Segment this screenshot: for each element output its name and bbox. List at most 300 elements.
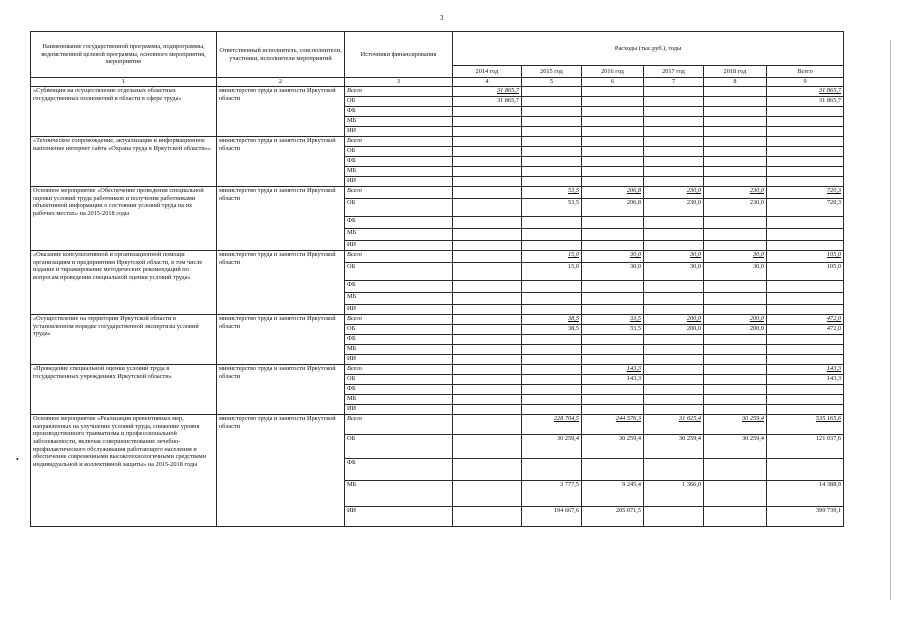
value-cell	[704, 251, 767, 263]
value-cell	[582, 293, 644, 305]
column-number: 9	[767, 78, 844, 87]
value-cell	[522, 435, 582, 459]
value-cell	[582, 117, 644, 127]
value-cell	[453, 315, 522, 325]
value-cell	[767, 293, 844, 305]
value-cell	[644, 435, 704, 459]
table-row	[31, 251, 844, 263]
value-cell	[644, 177, 704, 187]
source-label: МБ	[345, 293, 453, 305]
header-year: 2018 год	[704, 66, 767, 78]
value-text: 15,0	[567, 251, 579, 258]
value-cell	[644, 325, 704, 335]
source-label: ОБ	[345, 375, 453, 385]
value-cell	[582, 481, 644, 507]
value-cell	[644, 459, 704, 481]
source-label: Всего	[345, 251, 453, 263]
value-cell	[522, 97, 582, 107]
value-cell	[582, 375, 644, 385]
value-cell	[767, 395, 844, 405]
column-number: 2	[217, 78, 345, 87]
value-text: 535 165,6	[815, 415, 842, 422]
value-cell	[767, 229, 844, 241]
value-text: 200,0	[749, 315, 764, 322]
value-text: 230,0	[686, 187, 701, 194]
value-cell	[767, 127, 844, 137]
value-cell	[453, 127, 522, 137]
value-cell	[644, 199, 704, 217]
value-text: 30,0	[752, 263, 764, 270]
value-text: 31 625,4	[678, 415, 701, 422]
value-cell	[522, 365, 582, 375]
value-cell	[767, 315, 844, 325]
source-label: МБ	[345, 345, 453, 355]
value-cell	[522, 459, 582, 481]
value-cell	[582, 241, 644, 251]
value-text: 228 704,5	[553, 415, 579, 422]
source-label: Всего	[345, 87, 453, 97]
value-cell	[582, 305, 644, 315]
source-label: Всего	[345, 187, 453, 199]
value-text: 143,3	[626, 375, 641, 382]
value-cell	[582, 147, 644, 157]
value-cell	[704, 325, 767, 335]
value-cell	[767, 199, 844, 217]
value-cell	[767, 405, 844, 415]
source-label: ИИ	[345, 177, 453, 187]
measure-executor: министерство труда и занятости Иркутской области	[217, 315, 345, 365]
value-cell	[522, 375, 582, 385]
value-text: 30,0	[629, 263, 641, 270]
value-cell	[582, 385, 644, 395]
value-cell	[522, 127, 582, 137]
value-cell	[453, 241, 522, 251]
value-text: 31 865,7	[819, 97, 842, 104]
value-cell	[522, 199, 582, 217]
value-cell	[453, 167, 522, 177]
header-name: Наименование государственной программы, подпрограммы, ведомственной целевой программы, основного мероприятия, мероприятия	[31, 32, 217, 78]
value-cell	[522, 415, 582, 435]
source-label: ИИ	[345, 355, 453, 365]
header-year: 2017 год	[644, 66, 704, 78]
value-text: 53,5	[567, 199, 579, 206]
value-cell	[453, 263, 522, 281]
value-cell	[522, 345, 582, 355]
value-cell	[582, 199, 644, 217]
value-cell	[582, 263, 644, 281]
value-text: 31 865,7	[819, 87, 842, 94]
value-cell	[644, 187, 704, 199]
value-cell	[704, 481, 767, 507]
value-cell	[767, 305, 844, 315]
header-source: Источники финансирования	[345, 32, 453, 78]
value-cell	[522, 395, 582, 405]
measure-executor: министерство труда и занятости Иркутской области	[217, 415, 345, 527]
value-text: 30,0	[629, 251, 641, 258]
value-cell	[704, 217, 767, 229]
value-cell	[644, 229, 704, 241]
value-cell	[704, 87, 767, 97]
value-text: 30,0	[689, 251, 701, 258]
value-cell	[704, 107, 767, 117]
value-text: 105,0	[826, 263, 842, 270]
value-text: 194 667,6	[553, 507, 579, 514]
value-cell	[644, 293, 704, 305]
value-cell	[453, 459, 522, 481]
value-text: 105,0	[826, 251, 842, 258]
value-cell	[767, 117, 844, 127]
value-cell	[644, 395, 704, 405]
value-cell	[522, 385, 582, 395]
value-cell	[644, 415, 704, 435]
value-cell	[644, 97, 704, 107]
value-cell	[644, 385, 704, 395]
value-cell	[704, 281, 767, 293]
value-cell	[453, 229, 522, 241]
value-cell	[644, 117, 704, 127]
value-text: 9 245,4	[622, 481, 641, 488]
value-cell	[522, 281, 582, 293]
value-cell	[522, 315, 582, 325]
source-label: ИИ	[345, 305, 453, 315]
value-text: 143,3	[826, 365, 842, 372]
measure-name: «Техническое сопровождение, актуализация и информационное наполнение интернет сайта «Охрана труда в Иркутской области»»	[31, 137, 217, 187]
table-row	[31, 415, 844, 435]
value-cell	[582, 435, 644, 459]
source-label: ОБ	[345, 147, 453, 157]
value-cell	[453, 365, 522, 375]
value-cell	[704, 229, 767, 241]
value-cell	[582, 507, 644, 527]
value-cell	[704, 415, 767, 435]
value-cell	[644, 335, 704, 345]
column-number: 6	[582, 78, 644, 87]
value-text: 200,0	[686, 315, 701, 322]
value-cell	[704, 385, 767, 395]
value-cell	[767, 187, 844, 199]
value-cell	[644, 217, 704, 229]
value-cell	[704, 305, 767, 315]
source-label: ФБ	[345, 107, 453, 117]
column-number: 4	[453, 78, 522, 87]
value-text: 200,0	[749, 325, 764, 332]
value-cell	[644, 251, 704, 263]
value-cell	[453, 177, 522, 187]
value-cell	[582, 405, 644, 415]
measure-name: Основное мероприятие «Реализация превентивных мер, направленных на улучшение условий труда, снижение уровня производственного травматизма и профессиональной заболеваемости, включая совершенствование лечебно-профилактического обслуживания работающего населения и обеспечение современными высокотехнологичными средствами индивидуальной и коллективной защиты» на 2015-2018 годы	[31, 415, 217, 527]
table-row	[31, 137, 844, 147]
value-cell	[453, 507, 522, 527]
value-cell	[704, 157, 767, 167]
table-row	[31, 187, 844, 199]
value-cell	[767, 335, 844, 345]
value-cell	[767, 481, 844, 507]
header-year: 2014 год	[453, 66, 522, 78]
value-cell	[522, 147, 582, 157]
source-label: ОБ	[345, 435, 453, 459]
value-cell	[453, 157, 522, 167]
value-cell	[644, 263, 704, 281]
value-cell	[522, 241, 582, 251]
value-cell	[582, 217, 644, 229]
value-cell	[582, 355, 644, 365]
value-cell	[453, 137, 522, 147]
value-cell	[453, 435, 522, 459]
value-cell	[704, 199, 767, 217]
value-cell	[644, 107, 704, 117]
value-cell	[453, 97, 522, 107]
value-cell	[644, 375, 704, 385]
value-cell	[453, 345, 522, 355]
value-cell	[582, 315, 644, 325]
value-cell	[704, 405, 767, 415]
value-cell	[582, 87, 644, 97]
value-cell	[522, 325, 582, 335]
source-label: МБ	[345, 395, 453, 405]
value-cell	[704, 137, 767, 147]
value-text: 205 071,5	[615, 507, 641, 514]
value-text: 31 865,7	[496, 97, 519, 104]
value-cell	[582, 325, 644, 335]
value-cell	[767, 325, 844, 335]
value-cell	[704, 435, 767, 459]
value-cell	[644, 345, 704, 355]
value-cell	[704, 177, 767, 187]
value-cell	[453, 355, 522, 365]
value-cell	[453, 217, 522, 229]
value-text: 33,5	[629, 315, 641, 322]
value-cell	[522, 251, 582, 263]
margin-dot: •	[16, 455, 19, 464]
source-label: ИИ	[345, 127, 453, 137]
value-cell	[582, 459, 644, 481]
value-text: 399 739,1	[815, 507, 842, 514]
value-cell	[522, 137, 582, 147]
source-label: ОБ	[345, 97, 453, 107]
table-row	[31, 315, 844, 325]
value-cell	[704, 241, 767, 251]
value-cell	[582, 415, 644, 435]
value-cell	[582, 229, 644, 241]
scan-edge	[890, 40, 891, 600]
value-cell	[582, 345, 644, 355]
value-cell	[644, 167, 704, 177]
value-cell	[453, 107, 522, 117]
value-cell	[582, 137, 644, 147]
value-cell	[644, 87, 704, 97]
value-cell	[767, 87, 844, 97]
value-cell	[582, 107, 644, 117]
value-cell	[453, 199, 522, 217]
value-cell	[582, 127, 644, 137]
value-cell	[582, 281, 644, 293]
value-cell	[767, 435, 844, 459]
value-cell	[704, 459, 767, 481]
value-text: 30,0	[689, 263, 701, 270]
source-label: Всего	[345, 315, 453, 325]
source-label: МБ	[345, 117, 453, 127]
value-cell	[582, 251, 644, 263]
column-number: 7	[644, 78, 704, 87]
value-cell	[704, 365, 767, 375]
value-cell	[453, 375, 522, 385]
value-cell	[522, 117, 582, 127]
header-executor: Ответственный исполнитель, соисполнители, участники, исполнители мероприятий	[217, 32, 345, 78]
value-cell	[644, 305, 704, 315]
value-cell	[582, 365, 644, 375]
value-cell	[582, 187, 644, 199]
value-cell	[582, 167, 644, 177]
table-row	[31, 365, 844, 375]
value-cell	[453, 87, 522, 97]
value-cell	[453, 385, 522, 395]
value-text: 143,3	[826, 375, 842, 382]
value-cell	[522, 177, 582, 187]
value-cell	[704, 345, 767, 355]
value-cell	[644, 281, 704, 293]
value-cell	[644, 507, 704, 527]
value-cell	[522, 405, 582, 415]
value-text: 31 865,7	[496, 87, 519, 94]
value-cell	[704, 167, 767, 177]
value-cell	[767, 157, 844, 167]
value-cell	[704, 97, 767, 107]
value-cell	[704, 375, 767, 385]
value-cell	[644, 157, 704, 167]
value-cell	[522, 507, 582, 527]
value-cell	[704, 355, 767, 365]
source-label: ОБ	[345, 325, 453, 335]
value-cell	[767, 345, 844, 355]
source-label: Всего	[345, 365, 453, 375]
value-cell	[582, 177, 644, 187]
value-cell	[453, 117, 522, 127]
value-cell	[767, 107, 844, 117]
value-text: 230,0	[686, 199, 701, 206]
value-cell	[453, 481, 522, 507]
source-label: МБ	[345, 229, 453, 241]
value-cell	[522, 305, 582, 315]
value-cell	[704, 147, 767, 157]
value-cell	[582, 395, 644, 405]
value-cell	[767, 365, 844, 375]
measure-name: «Субвенции на осуществление отдельных областных государственных полномочий в области в сфере труда»	[31, 87, 217, 137]
value-cell	[704, 315, 767, 325]
source-label: ФБ	[345, 459, 453, 481]
value-text: 206,8	[626, 199, 641, 206]
value-cell	[767, 217, 844, 229]
source-label: ФБ	[345, 217, 453, 229]
value-cell	[704, 293, 767, 305]
value-cell	[767, 97, 844, 107]
value-cell	[644, 137, 704, 147]
value-cell	[582, 157, 644, 167]
value-cell	[644, 315, 704, 325]
value-cell	[522, 355, 582, 365]
value-text: 472,0	[826, 315, 842, 322]
source-label: Всего	[345, 137, 453, 147]
column-number: 8	[704, 78, 767, 87]
value-cell	[453, 415, 522, 435]
source-label: ОБ	[345, 199, 453, 217]
column-number: 5	[522, 78, 582, 87]
measure-executor: министерство труда и занятости Иркутской области	[217, 87, 345, 137]
value-cell	[522, 157, 582, 167]
measure-executor: министерство труда и занятости Иркутской области	[217, 187, 345, 251]
value-text: 143,3	[626, 365, 641, 372]
source-label: МБ	[345, 481, 453, 507]
value-cell	[704, 263, 767, 281]
table-row	[31, 87, 844, 97]
value-cell	[704, 395, 767, 405]
source-label: ФБ	[345, 281, 453, 293]
value-text: 720,3	[826, 187, 842, 194]
value-cell	[522, 229, 582, 241]
value-cell	[522, 187, 582, 199]
value-cell	[522, 335, 582, 345]
header-total: Всего	[767, 66, 844, 78]
value-cell	[767, 507, 844, 527]
value-cell	[767, 355, 844, 365]
value-cell	[704, 187, 767, 199]
value-cell	[522, 293, 582, 305]
source-label: ИИ	[345, 241, 453, 251]
expenses-table	[30, 31, 844, 527]
value-text: 38,5	[567, 325, 579, 332]
value-cell	[704, 335, 767, 345]
value-text: 230,0	[749, 187, 764, 194]
source-label: ИИ	[345, 405, 453, 415]
value-cell	[704, 117, 767, 127]
value-text: 206,8	[626, 187, 641, 194]
value-cell	[453, 293, 522, 305]
value-cell	[704, 127, 767, 137]
measure-executor: министерство труда и занятости Иркутской области	[217, 251, 345, 315]
measure-name: «Осуществление на территории Иркутской области в установленном порядке государственной экспертизы условий труда»	[31, 315, 217, 365]
value-cell	[453, 281, 522, 293]
value-cell	[767, 459, 844, 481]
value-text: 53,5	[567, 187, 579, 194]
value-cell	[582, 97, 644, 107]
value-cell	[453, 147, 522, 157]
value-cell	[522, 167, 582, 177]
value-cell	[453, 395, 522, 405]
source-label: МБ	[345, 167, 453, 177]
value-text: 472,0	[826, 325, 842, 332]
value-cell	[644, 127, 704, 137]
value-cell	[767, 251, 844, 263]
value-text: 30 259,4	[678, 435, 701, 442]
column-number: 1	[31, 78, 217, 87]
measure-executor: министерство труда и занятости Иркутской области	[217, 365, 345, 415]
value-cell	[644, 405, 704, 415]
value-cell	[453, 305, 522, 315]
value-cell	[767, 177, 844, 187]
measure-name: «Проведение специальной оценки условий труда в государственных учреждениях Иркутской области»	[31, 365, 217, 415]
value-text: 15,0	[567, 263, 579, 270]
value-text: 244 576,3	[615, 415, 641, 422]
value-cell	[522, 263, 582, 281]
value-text: 30 259,4	[556, 435, 579, 442]
measure-executor: министерство труда и занятости Иркутской области	[217, 137, 345, 187]
value-cell	[582, 335, 644, 345]
value-cell	[767, 385, 844, 395]
page-number: 3	[440, 14, 444, 22]
header-expenses: Расходы (тыс.руб.), годы	[453, 32, 844, 66]
value-cell	[644, 355, 704, 365]
value-cell	[767, 263, 844, 281]
source-label: ИИ	[345, 507, 453, 527]
